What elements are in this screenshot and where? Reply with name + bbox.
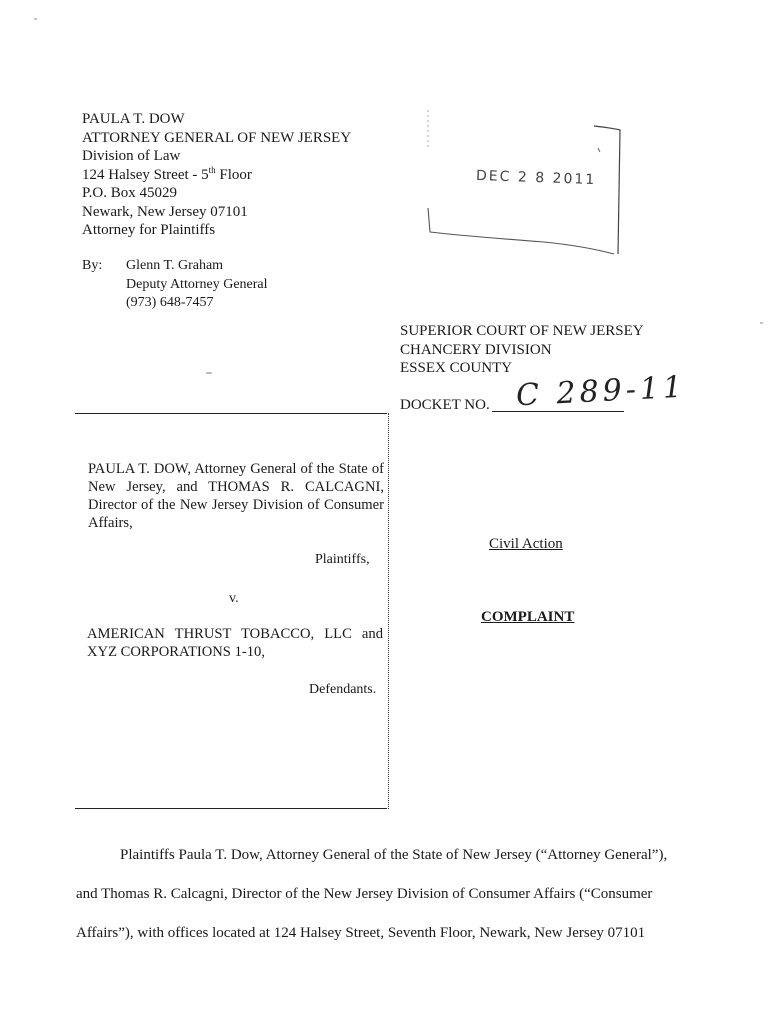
defendants-parties: AMERICAN THRUST TOBACCO, LLC and XYZ CORPORATIONS 1-10, bbox=[87, 626, 383, 660]
scan-speck bbox=[34, 18, 37, 20]
body-line-3: Affairs”), with offices located at 124 Halsey Street, Seventh Floor, Newark, New Jersey 07101 bbox=[76, 925, 646, 941]
attorney-office: ATTORNEY GENERAL OF NEW JERSEY bbox=[82, 129, 352, 146]
docket-number-handwritten: C 289-11 bbox=[515, 369, 687, 414]
versus-label: v. bbox=[229, 591, 239, 606]
caption-side-rule bbox=[388, 413, 389, 809]
docket-underline bbox=[492, 411, 624, 412]
court-name: SUPERIOR COURT OF NEW JERSEY bbox=[400, 323, 644, 339]
caption-top-rule bbox=[75, 413, 387, 414]
attorney-for: Attorney for Plaintiffs bbox=[82, 222, 216, 238]
attorney-street: 124 Halsey Street - 5th Floor bbox=[82, 164, 252, 183]
complaint-title: COMPLAINT bbox=[481, 609, 575, 625]
court-division: CHANCERY DIVISION bbox=[400, 341, 552, 358]
body-line-2: and Thomas R. Calcagni, Director of the New Jersey Division of Consumer Affairs (“Consumer bbox=[76, 886, 653, 902]
scan-speck bbox=[206, 372, 212, 374]
by-label: By: bbox=[82, 258, 103, 273]
by-block bbox=[126, 257, 268, 313]
body-line-1: Plaintiffs Paula T. Dow, Attorney General of the State of New Jersey (“Attorney General”), bbox=[120, 847, 668, 863]
attorney-po-box: P.O. Box 45029 bbox=[82, 185, 178, 201]
caption-bottom-rule bbox=[75, 808, 387, 809]
scan-speck bbox=[760, 322, 763, 324]
plaintiffs-label: Plaintiffs, bbox=[315, 552, 370, 567]
attorney-block bbox=[82, 110, 351, 240]
civil-action-label: Civil Action bbox=[489, 536, 563, 552]
plaintiffs-parties: PAULA T. DOW, Attorney General of the State of New Jersey, and THOMAS R. CALCAGNI, Director of the New Jersey Division of Consumer Affairs, bbox=[88, 461, 384, 531]
deputy-title: Deputy Attorney General bbox=[126, 276, 268, 292]
court-county: ESSEX COUNTY bbox=[400, 360, 513, 376]
docket-label: DOCKET NO. bbox=[400, 397, 490, 413]
court-block bbox=[400, 322, 644, 378]
deputy-name: Glenn T. Graham bbox=[126, 258, 224, 273]
defendants-label: Defendants. bbox=[309, 682, 377, 697]
attorney-name: PAULA T. DOW bbox=[82, 111, 185, 127]
attorney-city: Newark, New Jersey 07101 bbox=[82, 203, 248, 220]
deputy-phone: (973) 648-7457 bbox=[126, 295, 214, 310]
attorney-division: Division of Law bbox=[82, 148, 181, 164]
stamp-date: DEC 2 8 2011 bbox=[475, 167, 597, 189]
